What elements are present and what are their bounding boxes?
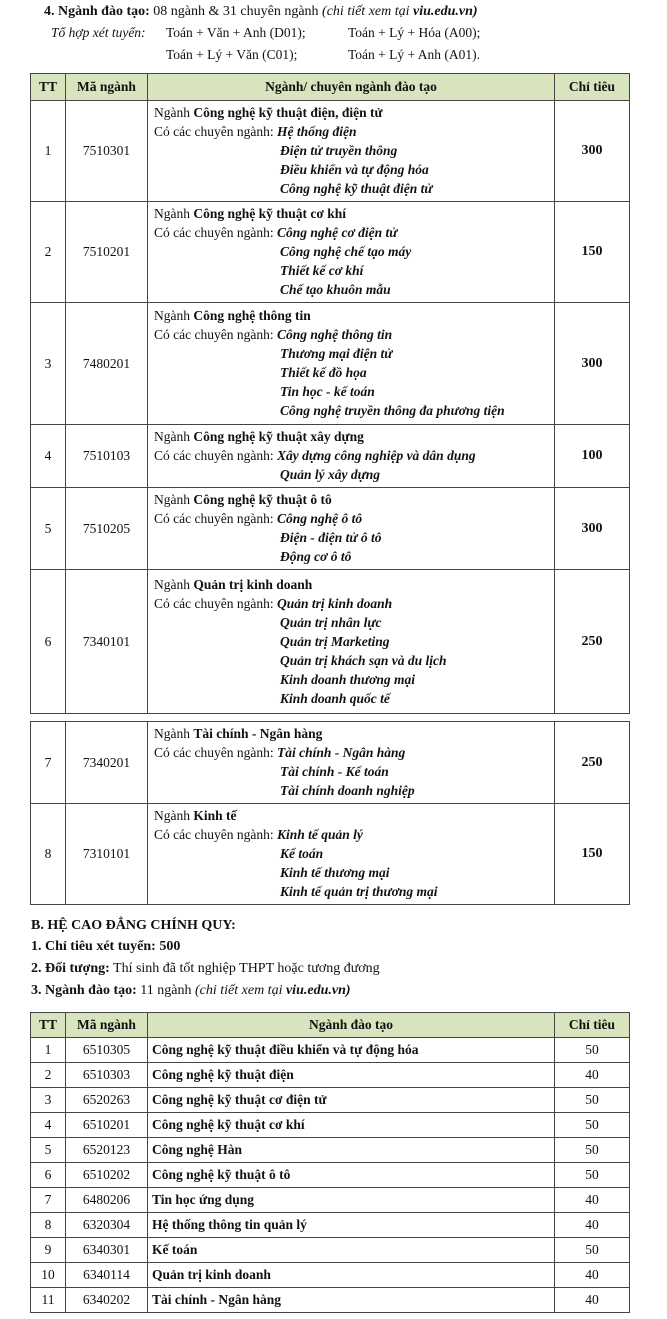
university-majors-table-continued [30, 721, 630, 905]
major-name: Hệ thống thông tin quản lý [148, 1213, 555, 1238]
section-4-text: 08 ngành & 31 chuyên ngành [153, 4, 319, 19]
specialization-line [154, 689, 550, 708]
row-number: 2 [31, 1063, 66, 1088]
major-code: 6520263 [66, 1088, 148, 1113]
quota: 300 [555, 303, 630, 425]
specialization-name: Tài chính - Kế toán [280, 764, 389, 779]
combos-label: Tổ hợp xét tuyển: [51, 25, 146, 40]
section-b-item-3 [31, 983, 351, 999]
major-name: Công nghệ kỹ thuật cơ khí [148, 1113, 555, 1138]
combo-d01: Toán + Văn + Anh (D01); [166, 25, 306, 40]
row-number: 4 [31, 1113, 66, 1138]
specialization-name: Kinh doanh quốc tế [280, 690, 390, 706]
major-code: 7340201 [66, 722, 148, 804]
specialization-name: Hệ thống điện [276, 124, 357, 139]
major-code: 7510201 [66, 202, 148, 303]
specialization-name: Thiết kế đồ họa [280, 365, 367, 380]
table-row [31, 1138, 630, 1163]
header-quota: Chỉ tiêu [555, 1013, 630, 1038]
specialization-line [154, 141, 550, 160]
major-code: 6340202 [66, 1288, 148, 1313]
specialization-name: Công nghệ thông tin [276, 327, 393, 342]
specialization-line [154, 594, 550, 613]
specialization-name: Kế toán [280, 846, 324, 861]
specialization-name: Quản trị kinh doanh [276, 595, 393, 611]
college-majors-table [30, 1012, 630, 1313]
major-name: Công nghệ kỹ thuật điện, điện tử [193, 105, 383, 120]
major-name: Quản trị kinh doanh [148, 1263, 555, 1288]
major-name: Công nghệ kỹ thuật xây dựng [193, 429, 364, 444]
section-b-item-1: 1. Chỉ tiêu xét tuyển: 500 [31, 939, 181, 954]
table-row [31, 425, 630, 488]
major-prefix: Ngành [154, 308, 190, 323]
quota: 250 [555, 722, 630, 804]
major-name: Công nghệ kỹ thuật ô tô [148, 1163, 555, 1188]
quota: 100 [555, 425, 630, 488]
specialization-line [154, 242, 550, 261]
major-code: 6520123 [66, 1138, 148, 1163]
row-number: 5 [31, 1138, 66, 1163]
table-row [31, 570, 630, 714]
major-prefix: Ngành [154, 576, 190, 592]
table-row [31, 1263, 630, 1288]
header-major: Ngành đào tạo [148, 1013, 555, 1038]
specialization-line [154, 122, 550, 141]
major-name: Công nghệ kỹ thuật ô tô [193, 492, 332, 507]
specialization-prefix: Có các chuyên ngành: [154, 595, 274, 611]
major-line [154, 724, 550, 743]
section-4-heading [44, 4, 478, 20]
specialization-line [154, 446, 550, 465]
table-row [31, 1238, 630, 1263]
header-major: Ngành/ chuyên ngành đào tạo [148, 74, 555, 101]
major-name: Công nghệ kỹ thuật điều khiển và tự động hóa [148, 1038, 555, 1063]
row-number: 2 [31, 202, 66, 303]
specialization-prefix: Có các chuyên ngành: [154, 827, 274, 842]
major-code: 6480206 [66, 1188, 148, 1213]
specialization-name: Chế tạo khuôn mẫu [280, 282, 391, 297]
major-code: 7510103 [66, 425, 148, 488]
table-row [31, 722, 630, 804]
table-header-row [31, 74, 630, 101]
specialization-line [154, 401, 550, 420]
specialization-name: Điện - điện tử ô tô [280, 530, 382, 545]
major-name: Công nghệ kỹ thuật cơ điện tử [148, 1088, 555, 1113]
major-prefix: Ngành [154, 429, 190, 444]
table-row [31, 202, 630, 303]
specialization-name: Xây dựng công nghiệp và dân dụng [276, 448, 476, 463]
major-cell [148, 202, 555, 303]
section-b-item-2-text: Thí sinh đã tốt nghiệp THPT hoặc tương đương [113, 961, 380, 976]
specialization-line [154, 363, 550, 382]
quota: 50 [555, 1038, 630, 1063]
table-row [31, 1163, 630, 1188]
major-name: Tin học ứng dụng [148, 1188, 555, 1213]
table-row [31, 303, 630, 425]
header-quota: Chỉ tiêu [555, 74, 630, 101]
section-b-item-3-label: 3. Ngành đào tạo: [31, 983, 137, 998]
specialization-name: Điện tử truyền thông [280, 143, 398, 158]
section-4-number: 4. Ngành đào tạo: [44, 4, 150, 19]
specialization-name: Tài chính doanh nghiệp [280, 783, 415, 798]
specialization-name: Kinh doanh thương mại [280, 671, 416, 687]
row-number: 6 [31, 1163, 66, 1188]
row-number: 8 [31, 1213, 66, 1238]
specialization-prefix: Có các chuyên ngành: [154, 511, 274, 526]
table-row [31, 804, 630, 905]
table-header-row [31, 1013, 630, 1038]
major-cell [148, 570, 555, 714]
specialization-line [154, 223, 550, 242]
row-number: 9 [31, 1238, 66, 1263]
specialization-name: Công nghệ cơ điện tử [276, 225, 398, 240]
specialization-name: Thiết kế cơ khí [280, 263, 364, 278]
specialization-name: Công nghệ kỹ thuật điện tử [280, 181, 433, 196]
specialization-name: Quản trị nhân lực [280, 614, 382, 630]
section-4-site: viu.edu.vn) [413, 4, 478, 19]
major-prefix: Ngành [154, 808, 190, 823]
specialization-line [154, 670, 550, 689]
section-b-title: B. HỆ CAO ĐẲNG CHÍNH QUY: [31, 918, 236, 933]
major-name: Kinh tế [193, 808, 237, 823]
section-4-note: (chi tiết xem tại [322, 4, 410, 19]
specialization-line [154, 882, 550, 901]
row-number: 10 [31, 1263, 66, 1288]
university-majors-table [30, 73, 630, 714]
specialization-line [154, 179, 550, 198]
row-number: 7 [31, 1188, 66, 1213]
quota: 40 [555, 1263, 630, 1288]
major-cell [148, 425, 555, 488]
major-code: 7480201 [66, 303, 148, 425]
quota: 300 [555, 488, 630, 570]
combo-c01: Toán + Lý + Văn (C01); [166, 47, 298, 62]
major-name: Tài chính - Ngân hàng [193, 726, 323, 741]
major-name: Kế toán [148, 1238, 555, 1263]
major-line [154, 427, 550, 446]
table-row [31, 1213, 630, 1238]
specialization-line [154, 528, 550, 547]
header-code: Mã ngành [66, 74, 148, 101]
row-number: 8 [31, 804, 66, 905]
header-tt: TT [31, 1013, 66, 1038]
major-cell [148, 722, 555, 804]
quota: 40 [555, 1213, 630, 1238]
major-code: 6510202 [66, 1163, 148, 1188]
specialization-prefix: Có các chuyên ngành: [154, 327, 274, 342]
row-number: 7 [31, 722, 66, 804]
quota: 50 [555, 1113, 630, 1138]
specialization-line [154, 743, 550, 762]
specialization-line [154, 844, 550, 863]
major-code: 6510201 [66, 1113, 148, 1138]
specialization-line [154, 547, 550, 566]
specialization-name: Quản trị Marketing [280, 633, 390, 649]
quota: 40 [555, 1188, 630, 1213]
major-line [154, 575, 550, 594]
quota: 250 [555, 570, 630, 714]
specialization-name: Tin học - kế toán [280, 384, 375, 399]
specialization-prefix: Có các chuyên ngành: [154, 448, 274, 463]
quota: 50 [555, 1088, 630, 1113]
row-number: 11 [31, 1288, 66, 1313]
major-name: Công nghệ Hàn [148, 1138, 555, 1163]
quota: 50 [555, 1163, 630, 1188]
specialization-line [154, 325, 550, 344]
specialization-prefix: Có các chuyên ngành: [154, 225, 274, 240]
specialization-line [154, 613, 550, 632]
specialization-line [154, 781, 550, 800]
table-row [31, 1038, 630, 1063]
major-cell [148, 303, 555, 425]
row-number: 4 [31, 425, 66, 488]
table-row [31, 1063, 630, 1088]
specialization-name: Động cơ ô tô [280, 549, 352, 564]
specialization-line [154, 863, 550, 882]
major-name: Công nghệ thông tin [193, 308, 311, 323]
major-code: 6320304 [66, 1213, 148, 1238]
quota: 150 [555, 804, 630, 905]
major-prefix: Ngành [154, 206, 190, 221]
combo-a00: Toán + Lý + Hóa (A00); [348, 25, 481, 40]
major-code: 7510301 [66, 101, 148, 202]
section-b-item-2 [31, 961, 380, 977]
major-cell [148, 804, 555, 905]
major-line [154, 806, 550, 825]
specialization-name: Điều khiển và tự động hóa [280, 162, 429, 177]
major-cell [148, 488, 555, 570]
quota: 40 [555, 1063, 630, 1088]
specialization-prefix: Có các chuyên ngành: [154, 124, 274, 139]
specialization-name: Kinh tế thương mại [280, 865, 390, 880]
specialization-name: Công nghệ chế tạo máy [280, 244, 412, 259]
specialization-name: Kinh tế quản lý [276, 827, 363, 842]
major-code: 6340301 [66, 1238, 148, 1263]
major-prefix: Ngành [154, 726, 190, 741]
quota: 50 [555, 1138, 630, 1163]
header-tt: TT [31, 74, 66, 101]
major-prefix: Ngành [154, 105, 190, 120]
table-row [31, 1188, 630, 1213]
specialization-line [154, 825, 550, 844]
major-code: 6510305 [66, 1038, 148, 1063]
specialization-line [154, 509, 550, 528]
row-number: 3 [31, 303, 66, 425]
quota: 40 [555, 1288, 630, 1313]
major-code: 6340114 [66, 1263, 148, 1288]
specialization-line [154, 382, 550, 401]
major-line [154, 490, 550, 509]
specialization-line [154, 344, 550, 363]
row-number: 1 [31, 1038, 66, 1063]
major-line [154, 306, 550, 325]
specialization-line [154, 762, 550, 781]
major-name: Tài chính - Ngân hàng [148, 1288, 555, 1313]
major-prefix: Ngành [154, 492, 190, 507]
table-row [31, 1288, 630, 1313]
quota: 50 [555, 1238, 630, 1263]
major-line [154, 103, 550, 122]
section-b-item-3-text: 11 ngành [140, 983, 192, 998]
table-row [31, 101, 630, 202]
major-line [154, 204, 550, 223]
specialization-line [154, 280, 550, 299]
specialization-line [154, 465, 550, 484]
row-number: 5 [31, 488, 66, 570]
major-code: 6510303 [66, 1063, 148, 1088]
table-row [31, 1088, 630, 1113]
major-name: Công nghệ kỹ thuật cơ khí [193, 206, 347, 221]
specialization-line [154, 632, 550, 651]
major-code: 7310101 [66, 804, 148, 905]
combo-a01: Toán + Lý + Anh (A01). [348, 47, 481, 62]
specialization-name: Quản lý xây dựng [280, 467, 380, 482]
quota: 300 [555, 101, 630, 202]
row-number: 3 [31, 1088, 66, 1113]
section-b-item-3-site: viu.edu.vn) [285, 983, 351, 998]
specialization-name: Thương mại điện tử [280, 346, 393, 361]
table-row [31, 488, 630, 570]
major-cell [148, 101, 555, 202]
specialization-name: Quản trị khách sạn và du lịch [280, 652, 447, 668]
row-number: 6 [31, 570, 66, 714]
table-row [31, 1113, 630, 1138]
specialization-line [154, 261, 550, 280]
specialization-line [154, 160, 550, 179]
major-name: Quản trị kinh doanh [193, 576, 313, 592]
quota: 150 [555, 202, 630, 303]
specialization-name: Kinh tế quản trị thương mại [280, 884, 438, 899]
major-code: 7340101 [66, 570, 148, 714]
header-code: Mã ngành [66, 1013, 148, 1038]
major-code: 7510205 [66, 488, 148, 570]
section-b-item-3-note: (chi tiết xem tại [195, 983, 283, 998]
specialization-line [154, 651, 550, 670]
section-b-item-2-label: 2. Đối tượng: [31, 961, 110, 976]
major-name: Công nghệ kỹ thuật điện [148, 1063, 555, 1088]
row-number: 1 [31, 101, 66, 202]
specialization-name: Công nghệ truyền thông đa phương tiện [280, 403, 505, 418]
specialization-name: Công nghệ ô tô [276, 511, 363, 526]
specialization-name: Tài chính - Ngân hàng [276, 745, 406, 760]
specialization-prefix: Có các chuyên ngành: [154, 745, 274, 760]
